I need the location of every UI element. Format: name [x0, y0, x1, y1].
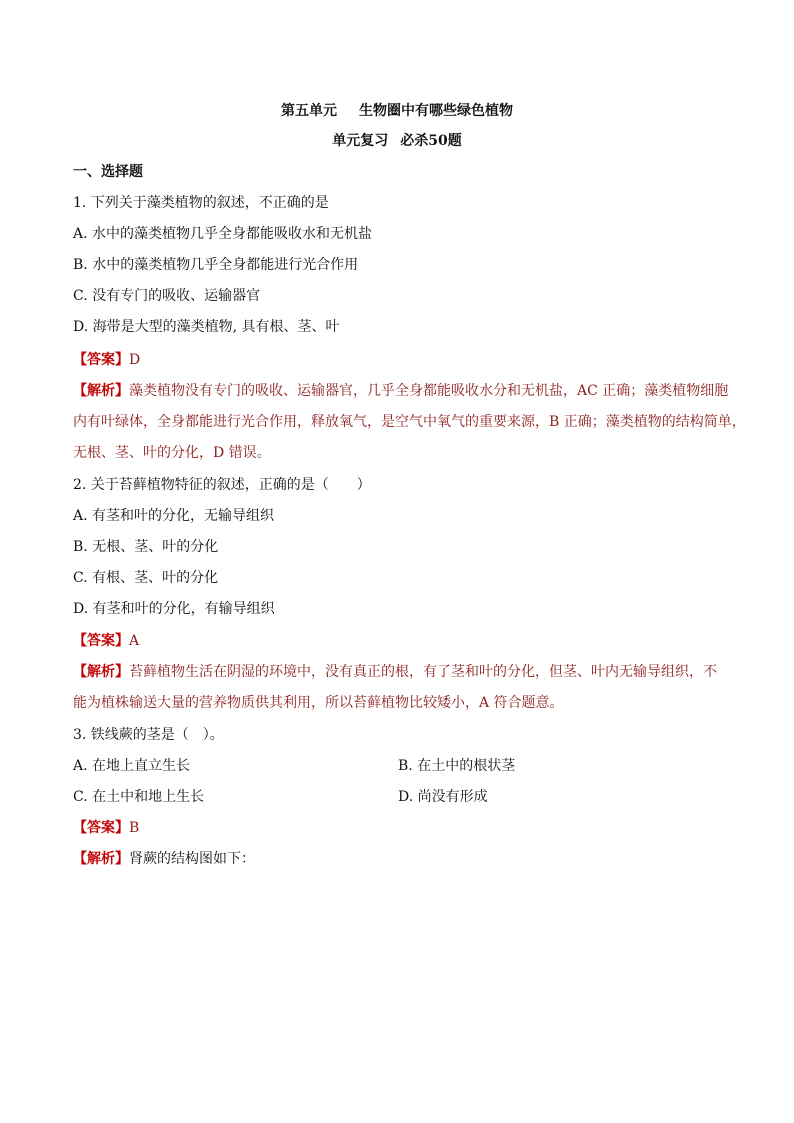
answer-value: A: [129, 633, 140, 649]
q2-option-b: B. 无根、茎、叶的分化: [73, 539, 219, 555]
q2-analysis-line-2: 能为植株输送大量的营养物质供其利用，所以苔藓植物比较矮小，A 符合题意。: [73, 695, 564, 711]
q3-answer: [73, 818, 139, 838]
analysis-tag: 【解析】: [73, 664, 129, 680]
q1-analysis-line-1: [73, 381, 728, 401]
answer-tag: 【答案】: [73, 633, 129, 649]
q2-option-d: D. 有茎和叶的分化，有输导组织: [73, 601, 275, 617]
q3-option-a: A. 在地上直立生长: [73, 758, 191, 774]
q1-option-b: B. 水中的藻类植物几乎全身都能进行光合作用: [73, 257, 359, 273]
q1-analysis-line-3: 无根、茎、叶的分化，D 错误。: [73, 445, 271, 461]
q2-option-c: C. 有根、茎、叶的分化: [73, 570, 219, 586]
answer-value: D: [129, 352, 141, 368]
q3-option-d: D. 尚没有形成: [398, 789, 488, 805]
title-unit: 第五单元: [281, 103, 337, 119]
q2-option-a: A. 有茎和叶的分化，无输导组织: [73, 508, 275, 524]
section-heading: 一、选择题: [73, 164, 143, 180]
analysis-text: 肾蕨的结构图如下：: [129, 851, 255, 867]
q1-stem: 1. 下列关于藻类植物的叙述，不正确的是: [73, 195, 329, 211]
q1-answer: [73, 350, 140, 370]
subtitle-count: 必杀50题: [400, 133, 462, 149]
page-subtitle: [0, 131, 794, 151]
q3-option-c: C. 在土中和地上生长: [73, 789, 205, 805]
analysis-tag: 【解析】: [73, 383, 129, 399]
q1-option-d: D. 海带是大型的藻类植物, 具有根、茎、叶: [73, 319, 340, 335]
q1-option-a: A. 水中的藻类植物几乎全身都能吸收水和无机盐: [73, 226, 373, 242]
analysis-text: 藻类植物没有专门的吸收、运输器官，几乎全身都能吸收水分和无机盐，AC 正确；藻类植物细胞: [129, 383, 729, 399]
q2-answer: [73, 631, 139, 651]
analysis-text: 苔藓植物生活在阴湿的环境中，没有真正的根，有了茎和叶的分化，但茎、叶内无输导组织，不: [129, 664, 717, 680]
q1-analysis-line-2: 内有叶绿体，全身都能进行光合作用，释放氧气，是空气中氧气的重要来源，B 正确；藻类植物的结构简单，: [73, 414, 746, 430]
answer-tag: 【答案】: [73, 820, 129, 836]
q3-stem: 3. 铁线蕨的茎是（ ）。: [73, 727, 224, 743]
q1-option-c: C. 没有专门的吸收、运输器官: [73, 288, 261, 304]
q2-stem: 2. 关于苔藓植物特征的叙述，正确的是（ ）: [73, 477, 371, 493]
answer-value: B: [129, 820, 140, 836]
subtitle-review: 单元复习: [332, 133, 389, 149]
answer-tag: 【答案】: [73, 352, 129, 368]
q3-analysis-line-1: [73, 849, 255, 869]
q2-analysis-line-1: [73, 662, 717, 682]
title-topic: 生物圈中有哪些绿色植物: [359, 103, 513, 119]
page-title: [0, 101, 794, 121]
q3-option-b: B. 在土中的根状茎: [398, 758, 516, 774]
analysis-tag: 【解析】: [73, 851, 129, 867]
